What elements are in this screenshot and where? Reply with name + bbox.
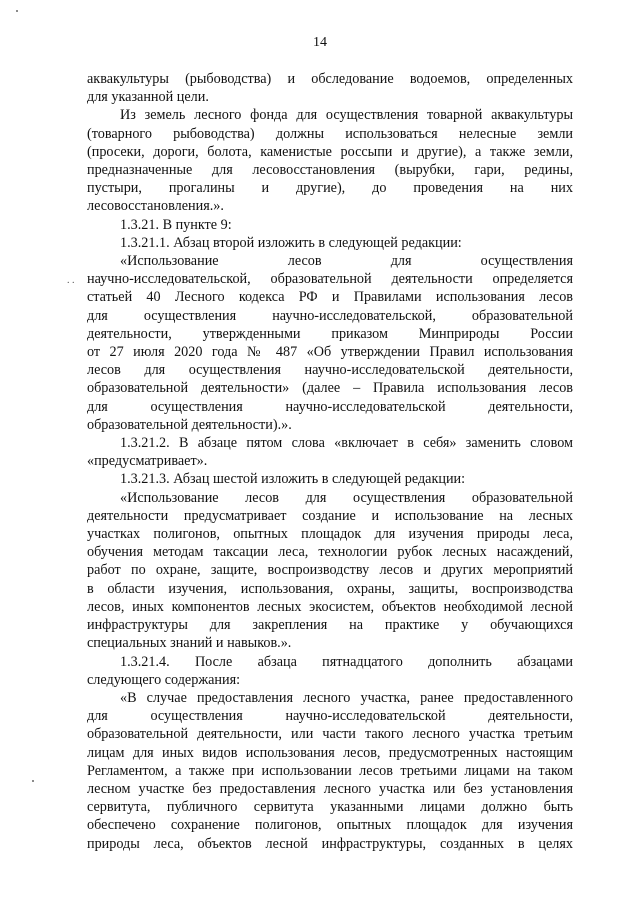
text-line: лесном участке без предоставления лесного участка или без установления [87,780,573,797]
text-line: специальных знаний и навыков.». [87,635,292,652]
text-line: (просеки, дороги, болота, каменистые россыпи и другие), а также земли, [87,143,573,160]
clause-1-3-21-4 [87,653,573,689]
text-line: предназначенные для лесовосстановления (вырубки, гари, редины, [87,162,573,179]
document-body [87,70,573,853]
text-line: для осуществления научно-исследовательской деятельности, [87,708,573,725]
text-line: аквакультуры (рыбоводства) и обследование водоемов, определенных [87,71,573,87]
text-line: обучения методам таксации леса, технологии рубок лесных насаждений, [87,544,573,561]
text-line: статьей 40 Лесного кодекса РФ и Правилами использования лесов [87,289,573,306]
paragraph-1 [87,70,573,106]
text-line: от 27 июля 2020 года № 487 «Об утверждении Правил использования [87,344,573,361]
text-line: деятельности предусматривает создание и использование на лесных [87,507,573,524]
text-line: для указанной цели. [87,89,209,106]
scan-speck [16,10,18,12]
text-line: в области изучения, использования, охраны, защиты, воспроизводства [87,580,573,597]
text-line: Из земель лесного фонда для осуществления товарной аквакультуры [120,107,573,124]
text-line: инфраструктуры для закрепления на практике у обучающихся [87,617,573,634]
text-line: «В случае предоставления лесного участка, ранее предоставленного [120,689,573,706]
text-line: 1.3.21.2. В абзаце пятом слова «включает в себя» заменить словом [120,435,573,452]
text-line: Регламентом, а также при использовании лесов третьими лицами на таком [87,762,573,779]
text-line: природы леса, объектов лесной инфраструктуры, созданных в целях [87,835,573,852]
text-line: лесов для осуществления научно-исследовательской деятельности, [87,362,573,379]
text-line: (товарного рыбоводства) должны использоваться нелесные земли [87,125,573,142]
quote-paragraph-1 [87,252,573,434]
text-line: образовательной деятельности, или части такого лесного участка третьим [87,726,573,743]
clause-1-3-21: 1.3.21. В пункте 9: [120,216,232,233]
quote-paragraph-2 [87,489,573,653]
page-number: 14 [313,35,327,50]
text-line: работ по охране, защите, воспроизводству лесов и других мероприятий [87,562,573,579]
text-line: следующего содержания: [87,671,241,688]
text-line: лесовосстановления.». [87,198,224,215]
text-line: «предусматривает». [87,453,208,470]
clause-1-3-21-2 [87,434,573,470]
text-line: научно-исследовательской, образовательной деятельности определяется [87,271,573,288]
text-line: обеспечено сохранение полигонов, опытных площадок для изучения [87,817,573,834]
text-line: пустыри, прогалины и другие), до проведения на них [87,180,573,197]
text-line: деятельности, утвержденными приказом Минприроды России [87,325,573,342]
text-line: для осуществления научно-исследовательской деятельности, [87,398,573,415]
text-line: для осуществления научно-исследовательской, образовательной [87,307,573,324]
text-line: «Использование лесов для осуществления [120,253,573,270]
clause-1-3-21-3: 1.3.21.3. Абзац шестой изложить в следующей редакции: [120,471,466,488]
text-line: образовательной деятельности» (далее – Правила использования лесов [87,380,573,397]
quote-paragraph-3 [87,689,573,853]
text-line: образовательной деятельности).». [87,416,292,433]
text-line: лицам для иных видов использования лесов, предусмотренных настоящим [87,744,573,761]
scan-speck [32,780,34,782]
text-line: сервитута, публичного сервитута указанными лицами должно быть [87,799,573,816]
text-line: лесов, иных компонентов лесных экосистем, объектов необходимой лесной [87,598,573,615]
text-line: «Использование лесов для осуществления образовательной [120,489,573,506]
text-line: 1.3.21.4. После абзаца пятнадцатого дополнить абзацами [120,653,573,670]
clause-1-3-21-1: 1.3.21.1. Абзац второй изложить в следующей редакции: [120,234,462,251]
text-line: участках полигонов, опытных площадок для изучения природы леса, [87,526,573,543]
paragraph-2 [87,106,573,215]
margin-mark: . . [67,275,75,286]
